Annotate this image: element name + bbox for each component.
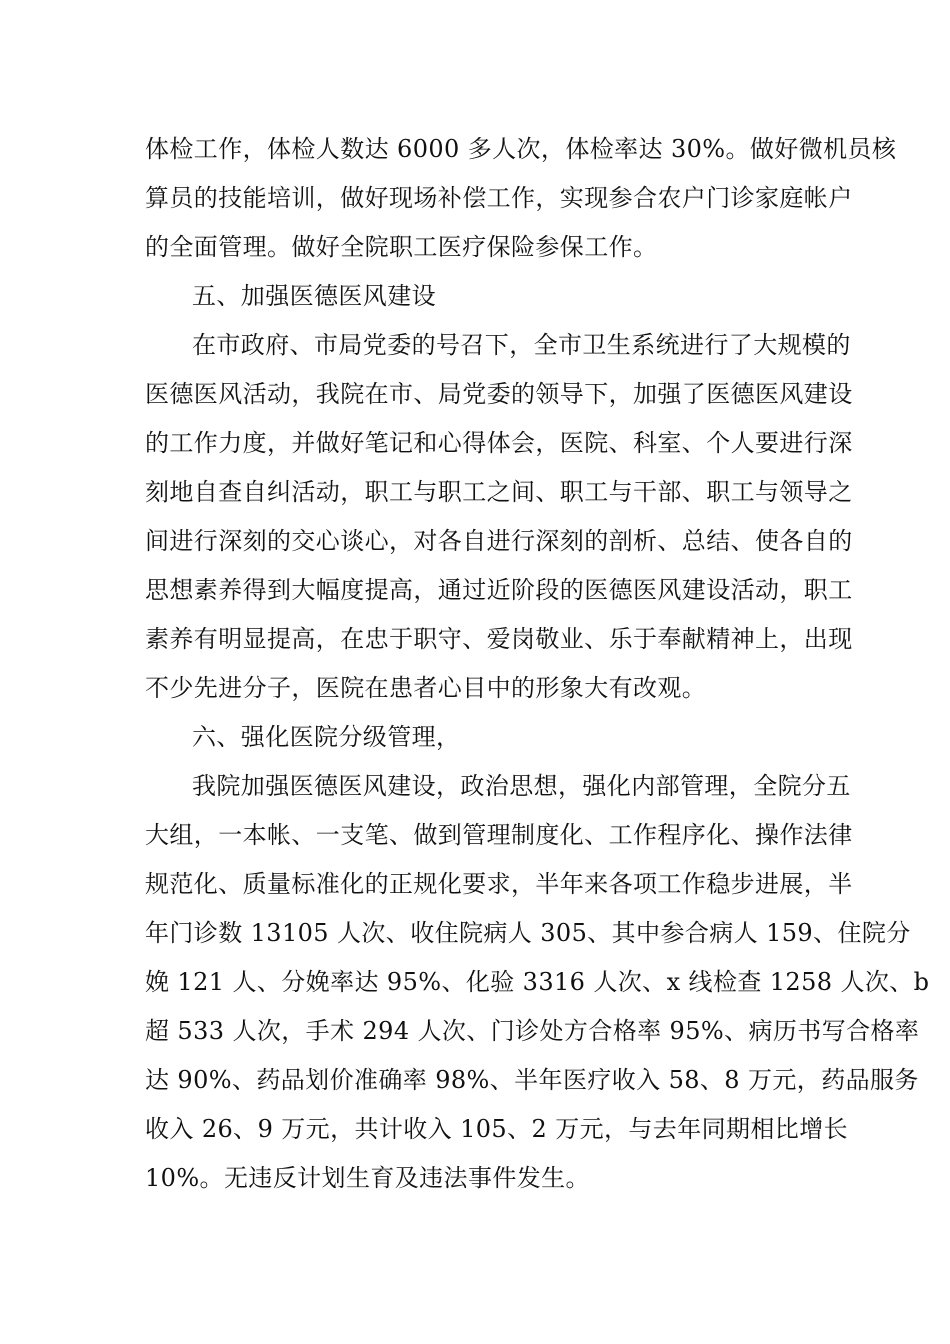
- section-heading-5: 五、加强医德医风建设: [192, 282, 436, 310]
- text-line: 10%。无违反计划生育及违法事件发生。: [145, 1164, 590, 1192]
- text-line: 的工作力度，并做好笔记和心得体会，医院、科室、个人要进行深: [145, 429, 853, 457]
- text-line: 刻地自查自纠活动，职工与职工之间、职工与干部、职工与领导之: [145, 478, 853, 506]
- text-line: 娩 121 人、分娩率达 95%、化验 3316 人次、x 线检查 1258 人次、b: [145, 968, 930, 996]
- text-line: 间进行深刻的交心谈心，对各自进行深刻的剖析、总结、使各自的: [145, 527, 853, 555]
- text-line: 达 90%、药品划价准确率 98%、半年医疗收入 58、8 万元，药品服务: [145, 1066, 919, 1094]
- text-line: 收入 26、9 万元，共计收入 105、2 万元，与去年同期相比增长: [145, 1115, 849, 1143]
- text-line: 在市政府、市局党委的号召下，全市卫生系统进行了大规模的: [192, 331, 851, 359]
- text-line: 超 533 人次，手术 294 人次、门诊处方合格率 95%、病历书写合格率: [145, 1017, 920, 1045]
- paragraph-physical-exam: [145, 125, 897, 272]
- text-line: 医德医风活动，我院在市、局党委的领导下，加强了医德医风建设: [145, 380, 853, 408]
- text-line: 体检工作，体检人数达 6000 多人次，体检率达 30%。做好微机员核: [145, 135, 897, 163]
- text-line: 我院加强医德医风建设，政治思想，强化内部管理，全院分五: [192, 772, 851, 800]
- paragraph-hospital-management: [145, 762, 930, 1203]
- text-line: 大组，一本帐、一支笔、做到管理制度化、工作程序化、操作法律: [145, 821, 853, 849]
- text-line: 的全面管理。做好全院职工医疗保险参保工作。: [145, 233, 658, 261]
- text-line: 算员的技能培训，做好现场补偿工作，实现参合农户门诊家庭帐户: [145, 184, 853, 212]
- section-heading-6: 六、强化医院分级管理，: [192, 723, 461, 751]
- text-line: 思想素养得到大幅度提高，通过近阶段的医德医风建设活动，职工: [145, 576, 853, 604]
- paragraph-medical-ethics: [145, 321, 853, 713]
- text-line: 年门诊数 13105 人次、收住院病人 305、其中参合病人 159、住院分: [145, 919, 911, 947]
- text-line: 规范化、质量标准化的正规化要求，半年来各项工作稳步进展，半: [145, 870, 853, 898]
- text-line: 素养有明显提高，在忠于职守、爱岗敬业、乐于奉献精神上，出现: [145, 625, 853, 653]
- document-page: [145, 125, 930, 1203]
- text-line: 不少先进分子，医院在患者心目中的形象大有改观。: [145, 674, 707, 702]
